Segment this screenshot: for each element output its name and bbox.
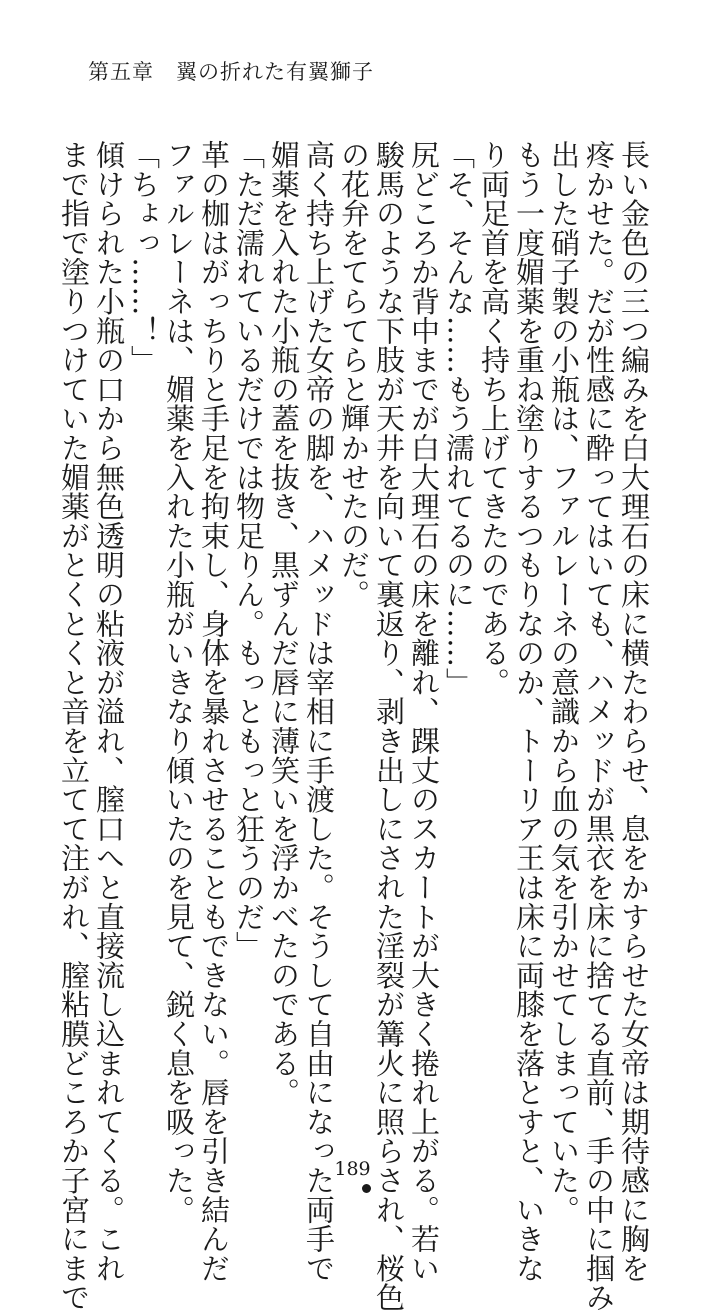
text-line: 駿馬のような下肢が天井を向いて裏返り、剥き出しにされた淫裂が篝火に照らされ、桜色 [372, 140, 406, 1312]
text-line: 出した硝子製の小瓶は、ファルレーネの意識から血の気を引かせてしまっていた。 [547, 140, 581, 1225]
text-line: の花弁をてらてらと輝かせたのだ。 [337, 140, 371, 609]
text-line: まで指で塗りつけていた媚薬がとくとくと音を立てて注がれ、膣粘膜どころか子宮にまで [57, 140, 91, 1312]
text-line: 「そ、そんな……もう濡れてるのに……」 [442, 140, 476, 697]
page-ornament-dot [362, 1184, 371, 1193]
text-line: 革の枷はがっちりと手足を拘束し、身体を暴れさせることもできない。唇を引き結んだ [197, 140, 231, 1283]
text-line: 媚薬を入れた小瓶の蓋を抜き、黒ずんだ唇に薄笑いを浮かべたのである。 [267, 140, 301, 1107]
text-line: 傾けられた小瓶の口から無色透明の粘液が溢れ、膣口へと直接流し込まれてくる。これ [92, 140, 126, 1283]
text-line: 高く持ち上げた女帝の脚を、ハメッドは宰相に手渡した。そうして自由になった両手で [302, 140, 336, 1283]
text-line: り両足首を高く持ち上げてきたのである。 [477, 140, 511, 697]
text-line: もう一度媚薬を重ね塗りするつもりなのか、トーリア王は床に両膝を落とすと、いきな [512, 140, 546, 1283]
text-line: 疼かせた。だが性感に酔ってはいても、ハメッドが黒衣を床に捨てる直前、手の中に掴み [582, 140, 616, 1312]
text-line: 尻どころか背中までが白大理石の床を離れ、踝丈のスカートが大きく捲れ上がる。若い [407, 140, 441, 1283]
page-number: 189 [334, 1158, 371, 1180]
text-line: 「ただ濡れているだけでは物足りん。もっともっと狂うのだ」 [232, 140, 266, 961]
running-header: 第五章 翼の折れた有翼獅子 [88, 60, 374, 84]
text-line: 「ちょっ……！」 [127, 140, 161, 375]
text-line: ファルレーネは、媚薬を入れた小瓶がいきなり傾いたのを見て、鋭く息を吸った。 [162, 140, 196, 1225]
text-line: 長い金色の三つ編みを白大理石の床に横たわらせ、息をかすらせた女帝は期待感に胸を [617, 140, 651, 1283]
